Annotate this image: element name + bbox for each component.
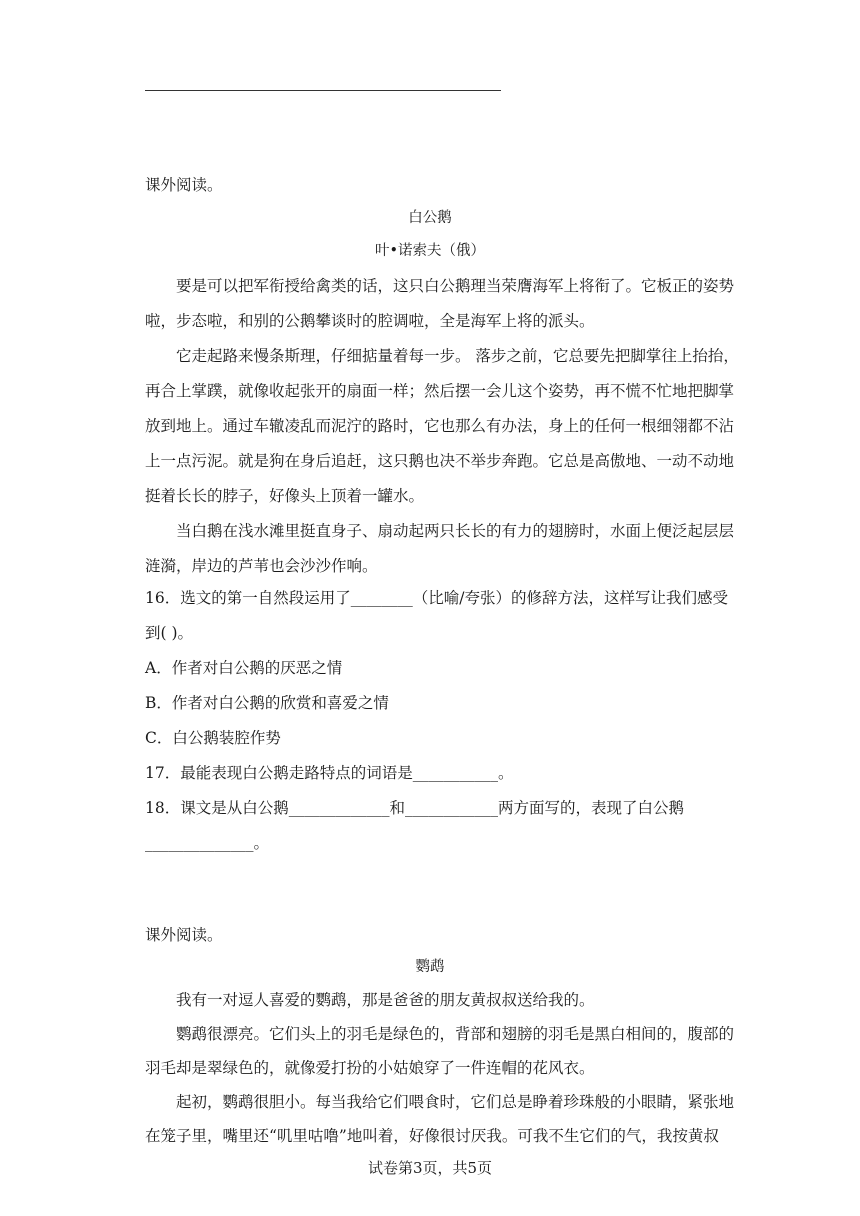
option-c: C．白公鹅装腔作势 xyxy=(145,729,281,747)
passage-line: 羽毛却是翠绿色的，就像爱打扮的小姑娘穿了一件连帽的花风衣。 xyxy=(145,1059,595,1077)
question-18-cont: ______________。 xyxy=(145,834,270,852)
section-heading: 课外阅读。 xyxy=(145,176,223,194)
passage-line: 起初，鹦鹉很胆小。每当我给它们喂食时，它们总是睁着珍珠般的小眼睛，紧张地 xyxy=(176,1093,735,1111)
passage-line: 涟漪，岸边的芦苇也会沙沙作响。 xyxy=(145,557,378,575)
passage-line: 它走起路来慢条斯理，仔细掂量着每一步。 落步之前，它总要先把脚掌往上抬抬， xyxy=(176,347,739,365)
passage-line: 上一点污泥。就是狗在身后追赶，这只鹅也决不举步奔跑。它总是高傲地、一动不动地 xyxy=(145,452,735,470)
question-16-cont: 到( )。 xyxy=(145,624,194,642)
passage-line: 放到地上。通过车辙凌乱而泥泞的路时，它也那么有办法，身上的任何一根细翎都不沾 xyxy=(145,417,735,435)
passage-line: 啦，步态啦，和别的公鹅攀谈时的腔调啦，全是海军上将的派头。 xyxy=(145,312,595,330)
passage-line: 我有一对逗人喜爱的鹦鹉，那是爸爸的朋友黄叔叔送给我的。 xyxy=(176,991,595,1009)
question-18: 18．课文是从白公鹅_____________和____________两方面写的，表现了白公鹅 xyxy=(145,799,684,817)
option-a: A．作者对白公鹅的厌恶之情 xyxy=(145,659,343,677)
passage-title: 鹦鹉 xyxy=(415,959,445,975)
passage-line: 鹦鹉很漂亮。它们头上的羽毛是绿色的，背部和翅膀的羽毛是黑白相间的，腹部的 xyxy=(176,1025,735,1043)
option-b: B．作者对白公鹅的欣赏和喜爱之情 xyxy=(145,694,389,712)
passage-line: 当白鹅在浅水滩里挺直身子、扇动起两只长长的有力的翅膀时，水面上便泛起层层 xyxy=(176,522,735,540)
answer-line xyxy=(145,90,501,91)
question-17: 17．最能表现白公鹅走路特点的词语是___________。 xyxy=(145,764,514,782)
question-16: 16．选文的第一自然段运用了________（比喻/夸张）的修辞方法，这样写让我们感受 xyxy=(145,589,728,607)
passage-line: 再合上掌蹼，就像收起张开的扇面一样；然后摆一会儿这个姿势，再不慌不忙地把脚掌 xyxy=(145,382,735,400)
page-footer: 试卷第3页，共5页 xyxy=(367,1159,493,1177)
passage-line: 在笼子里，嘴里还“叽里咕噜”地叫着，好像很讨厌我。可我不生它们的气，我按黄叔 xyxy=(145,1127,719,1145)
passage-title: 白公鹅 xyxy=(408,210,452,226)
passage-author: 叶•诺索夫（俄） xyxy=(374,243,486,259)
passage-line: 要是可以把军衔授给禽类的话，这只白公鹅理当荣膺海军上将衔了。它板正的姿势 xyxy=(176,277,735,295)
section-heading: 课外阅读。 xyxy=(145,926,223,944)
passage-line: 挺着长长的脖子，好像头上顶着一罐水。 xyxy=(145,487,425,505)
